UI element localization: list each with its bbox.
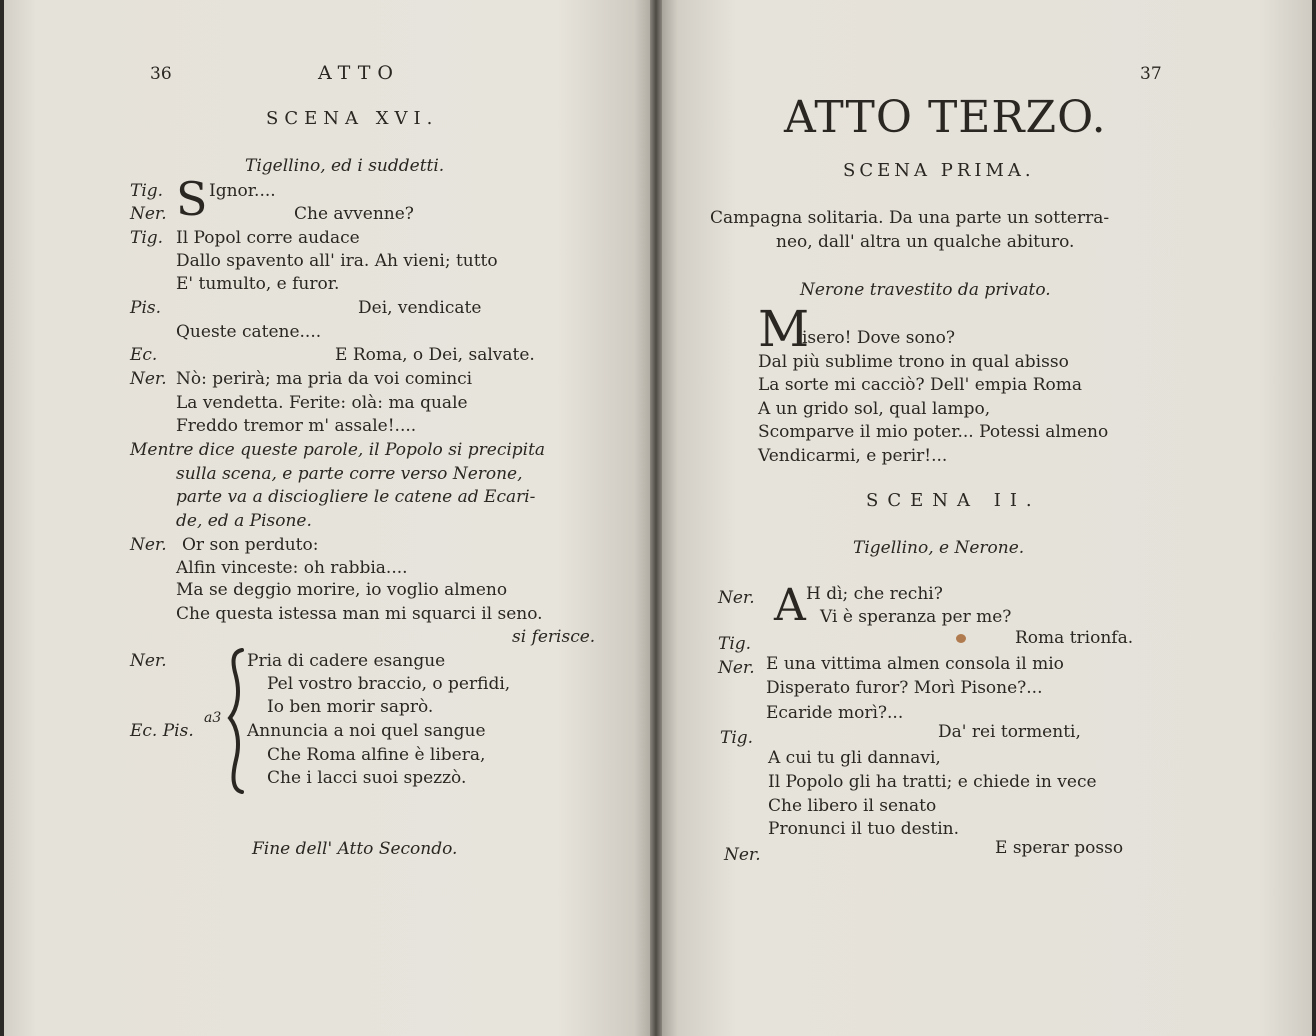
stage-direction: Mentre dice queste parole, il Popolo si precipita — [130, 440, 546, 460]
verse-line: Che avvenne? — [294, 204, 414, 224]
verse-line: Nò: perirà; ma pria da voi cominci — [176, 369, 473, 389]
setting-line: Campagna solitaria. Da una parte un sotterra- — [710, 208, 1110, 228]
book-gutter — [650, 0, 662, 1036]
drop-cap: M — [758, 300, 810, 358]
verse-line: E' tumulto, e furor. — [176, 274, 340, 294]
verse-line: Ma se deggio morire, io voglio almeno — [176, 580, 508, 600]
verse-line: Or son perduto: — [182, 535, 319, 555]
verse-line: Dei, vendicate — [358, 298, 482, 318]
speaker-label: Tig. — [130, 228, 164, 248]
verse-line: Che Roma alfine è libera, — [267, 745, 486, 765]
verse-line: Disperato furor? Morì Pisone?... — [766, 678, 1043, 698]
ink-stain — [956, 634, 966, 643]
speaker-label: Ner. — [718, 658, 755, 678]
page-number: 36 — [150, 64, 172, 84]
verse-line: Che questa istessa man mi squarci il seno. — [176, 604, 543, 624]
drop-cap: A — [774, 580, 806, 631]
verse-line: Il Popol corre audace — [176, 228, 360, 248]
verse-line: Roma trionfa. — [1015, 628, 1134, 648]
verse-line: Scomparve il mio poter... Potessi almeno — [758, 422, 1109, 442]
speaker-label: Ner. — [724, 845, 761, 865]
scene-title: SCENA PRIMA. — [843, 160, 1035, 181]
speaker-label: Ner. — [130, 535, 167, 555]
verse-line: Freddo tremor m' assale!.... — [176, 416, 417, 436]
speaker-label: Tig. — [130, 181, 164, 201]
speaker-label: Pis. — [130, 298, 162, 318]
verse-line: Annuncia a noi quel sangue — [247, 721, 486, 741]
verse-line: Ignor.... — [209, 181, 276, 201]
verse-line: Vendicarmi, e perir!... — [758, 446, 948, 466]
verse-line: La sorte mi cacciò? Dell' empia Roma — [758, 375, 1083, 395]
verse-line: E una vittima almen consola il mio — [766, 654, 1064, 674]
speaker-label: Ec. — [130, 345, 158, 365]
speaker-label: Tig. — [720, 728, 754, 748]
right-page — [658, 0, 1312, 1036]
cast-line: Tigellino, e Nerone. — [853, 538, 1025, 558]
page-number: 37 — [1140, 64, 1162, 84]
verse-line: Il Popolo gli ha tratti; e chiede in vece — [768, 772, 1097, 792]
speaker-label: Ner. — [130, 369, 167, 389]
verse-line: La vendetta. Ferite: olà: ma quale — [176, 393, 468, 413]
verse-line: Ecaride morì?... — [766, 703, 904, 723]
verse-line: A cui tu gli dannavi, — [768, 748, 941, 768]
verse-line: isero! Dove sono? — [802, 328, 956, 348]
verse-line: Queste catene.... — [176, 322, 322, 342]
verse-line: A un grido sol, qual lampo, — [758, 399, 991, 419]
speaker-label: Tig. — [718, 634, 752, 654]
scene-title: SCENA XVI. — [266, 108, 439, 129]
running-head: ATTO — [318, 62, 400, 84]
verse-line: Che i lacci suoi spezzò. — [267, 768, 467, 788]
stage-aside: si ferisce. — [512, 627, 596, 647]
brace-icon — [226, 646, 248, 800]
verse-line: H dì; che rechi? — [806, 584, 943, 604]
verse-line: Pria di cadere esangue — [247, 651, 446, 671]
verse-line: Vi è speranza per me? — [820, 607, 1012, 627]
verse-line: E sperar posso — [995, 838, 1124, 858]
verse-line: Dallo spavento all' ira. Ah vieni; tutto — [176, 251, 498, 271]
verse-line: Alfin vinceste: oh rabbia.... — [176, 558, 408, 578]
cast-line: Nerone travestito da privato. — [800, 280, 1051, 300]
verse-line: E Roma, o Dei, salvate. — [335, 345, 535, 365]
speaker-label: Ner. — [130, 651, 167, 671]
speaker-label: Ec. Pis. — [130, 721, 194, 741]
stage-direction: de, ed a Pisone. — [176, 511, 312, 531]
cast-line: Tigellino, ed i suddetti. — [245, 156, 445, 176]
stage-direction: sulla scena, e parte corre verso Nerone, — [176, 464, 523, 484]
speaker-label: Ner. — [718, 588, 755, 608]
a3-marker: a3 — [204, 710, 222, 726]
drop-cap: S — [176, 172, 208, 226]
verse-line: Da' rei tormenti, — [938, 722, 1081, 742]
verse-line: Pronunci il tuo destin. — [768, 819, 959, 839]
verse-line: Pel vostro braccio, o perfidi, — [267, 674, 511, 694]
end-note: Fine dell' Atto Secondo. — [252, 839, 458, 859]
setting-line: neo, dall' altra un qualche abituro. — [776, 232, 1075, 252]
act-title: ATTO TERZO. — [784, 92, 1107, 143]
stage-direction: parte va a disciogliere le catene ad Ecari- — [176, 487, 536, 507]
verse-line: Io ben morir saprò. — [267, 697, 434, 717]
verse-line: Che libero il senato — [768, 796, 937, 816]
scene-title: SCENA II. — [866, 490, 1041, 511]
speaker-label: Ner. — [130, 204, 167, 224]
verse-line: Dal più sublime trono in qual abisso — [758, 352, 1069, 372]
